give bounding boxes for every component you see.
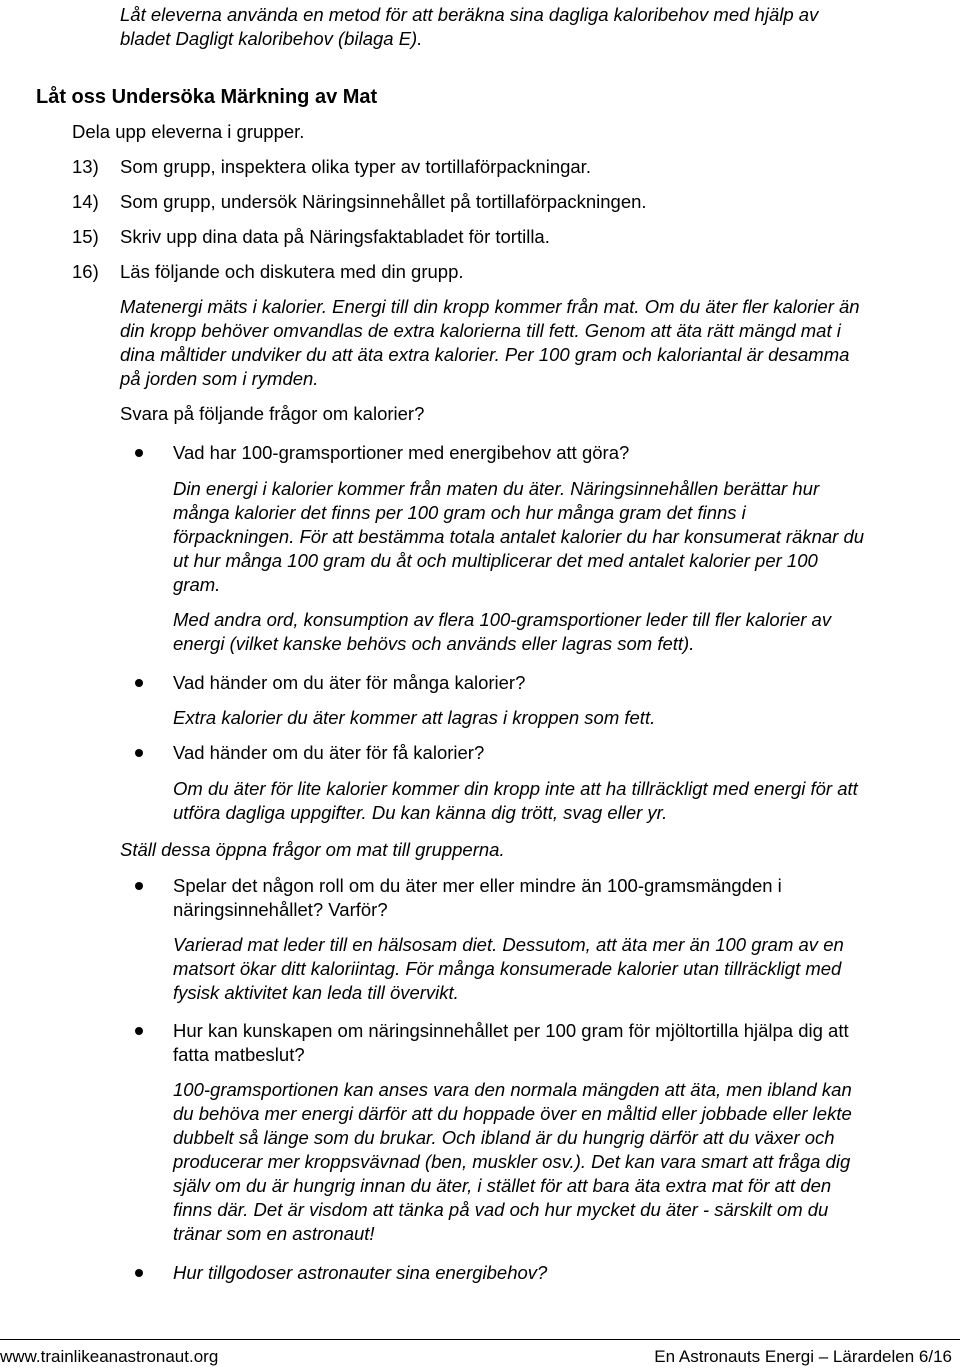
group-instruction: Dela upp eleverna i grupper. [72,121,305,142]
step-text-15: Skriv upp dina data på Näringsfaktabladet för tortilla. [120,226,550,247]
reading-line-3: dina måltider undviker du att äta extra kalorier. Per 100 gram och kaloriantal är desamma [120,344,850,365]
footer-page-info: En Astronauts Energi – Lärardelen 6/16 [654,1347,952,1366]
answer-5-line-7: tränar som en astronaut! [173,1223,375,1244]
bullet-icon [135,449,143,457]
step-text-13: Som grupp, inspektera olika typer av tortillaförpackningar. [120,156,591,177]
reading-line-2: din kropp behöver omvandlas de extra kalorierna till fett. Genom att äta rätt mängd mat i [120,320,841,341]
reading-line-4: på jorden som i rymden. [120,368,319,389]
answer-1b-line-2: energi (vilket kanske behövs och används eller lagras som fett). [173,633,695,654]
bullet-icon [135,679,143,687]
answer-5-line-5: själv om du är hungrig innan du äter, i stället för att bara äta extra mat för att den [173,1175,832,1196]
question-4-line-2: näringsinnehållet? Varför? [173,899,388,920]
step-number-16: 16) [72,261,99,282]
answer-1a-line-5: gram. [173,574,221,595]
open-questions-prompt: Ställ dessa öppna frågor om mat till grupperna. [120,839,505,860]
bullet-icon [135,1269,143,1277]
reading-line-1: Matenergi mäts i kalorier. Energi till din kropp kommer från mat. Om du äter fler kalorier än [120,296,860,317]
answer-5-line-1: 100-gramsportionen kan anses vara den normala mängden att äta, men ibland kan [173,1079,852,1100]
answer-5-line-3: dubbelt så länge som du brukar. Och ibland är du hungrig därför att du växer och [173,1127,835,1148]
footer-divider [0,1339,960,1340]
answer-4-line-2: matsort ökar ditt kaloriintag. För många konsumerade kalorier utan tillräckligt med [173,958,842,979]
bullet-icon [135,749,143,757]
bullet-icon [135,1027,143,1035]
question-5-line-2: fatta matbeslut? [173,1044,305,1065]
question-2: Vad händer om du äter för många kalorier? [173,672,526,693]
answer-5-line-2: du behöva mer energi därför att du hoppade över en måltid eller jobbade eller lekte [173,1103,852,1124]
answer-3-line-1: Om du äter för lite kalorier kommer din kropp inte att ha tillräckligt med energi för att [173,778,858,799]
answer-1b-line-1: Med andra ord, konsumption av flera 100-gramsportioner leder till fler kalorier av [173,609,832,630]
step-number-13: 13) [72,156,99,177]
question-4-line-1: Spelar det någon roll om du äter mer eller mindre än 100-gramsmängden i [173,875,782,896]
intro-line-2: bladet Dagligt kaloribehov (bilaga E). [120,28,423,49]
questions-prompt: Svara på följande frågor om kalorier? [120,403,425,424]
answer-1a-line-1: Din energi i kalorier kommer från maten du äter. Näringsinnehållen berättar hur [173,478,820,499]
footer-url[interactable]: www.trainlikeanastronaut.org [0,1347,219,1366]
answer-2: Extra kalorier du äter kommer att lagras i kroppen som fett. [173,707,656,728]
answer-1a-line-4: ut hur många 100 gram du åt och multiplicerar det med antalet kalorier per 100 [173,550,818,571]
step-number-15: 15) [72,226,99,247]
section-heading: Låt oss Undersöka Märkning av Mat [36,86,378,108]
bullet-icon [135,882,143,890]
answer-4-line-3: fysisk aktivitet kan leda till övervikt. [173,982,459,1003]
answer-1a-line-2: många kalorier det finns per 100 gram och hur många gram det finns i [173,502,746,523]
answer-5-line-4: producerar mer kroppsvävnad (ben, muskler osv.). Det kan vara smart att fråga dig [173,1151,851,1172]
question-1: Vad har 100-gramsportioner med energibehov att göra? [173,442,630,463]
question-3: Vad händer om du äter för få kalorier? [173,742,485,763]
question-6: Hur tillgodoser astronauter sina energibehov? [173,1262,548,1283]
step-text-14: Som grupp, undersök Näringsinnehållet på tortillaförpackningen. [120,191,647,212]
step-text-16: Läs följande och diskutera med din grupp. [120,261,464,282]
answer-1a-line-3: förpackningen. För att bestämma totala antalet kalorier du har konsumerat räknar du [173,526,865,547]
question-5-line-1: Hur kan kunskapen om näringsinnehållet per 100 gram för mjöltortilla hjälpa dig att [173,1020,849,1041]
step-number-14: 14) [72,191,99,212]
intro-line-1: Låt eleverna använda en metod för att beräkna sina dagliga kaloribehov med hjälp av [120,4,819,25]
answer-4-line-1: Varierad mat leder till en hälsosam diet. Dessutom, att äta mer än 100 gram av en [173,934,844,955]
answer-5-line-6: finns där. Det är visdom att tänka på vad och hur mycket du äter - särskilt om du [173,1199,829,1220]
answer-3-line-2: utföra dagliga uppgifter. Du kan känna dig trött, svag eller yr. [173,802,668,823]
